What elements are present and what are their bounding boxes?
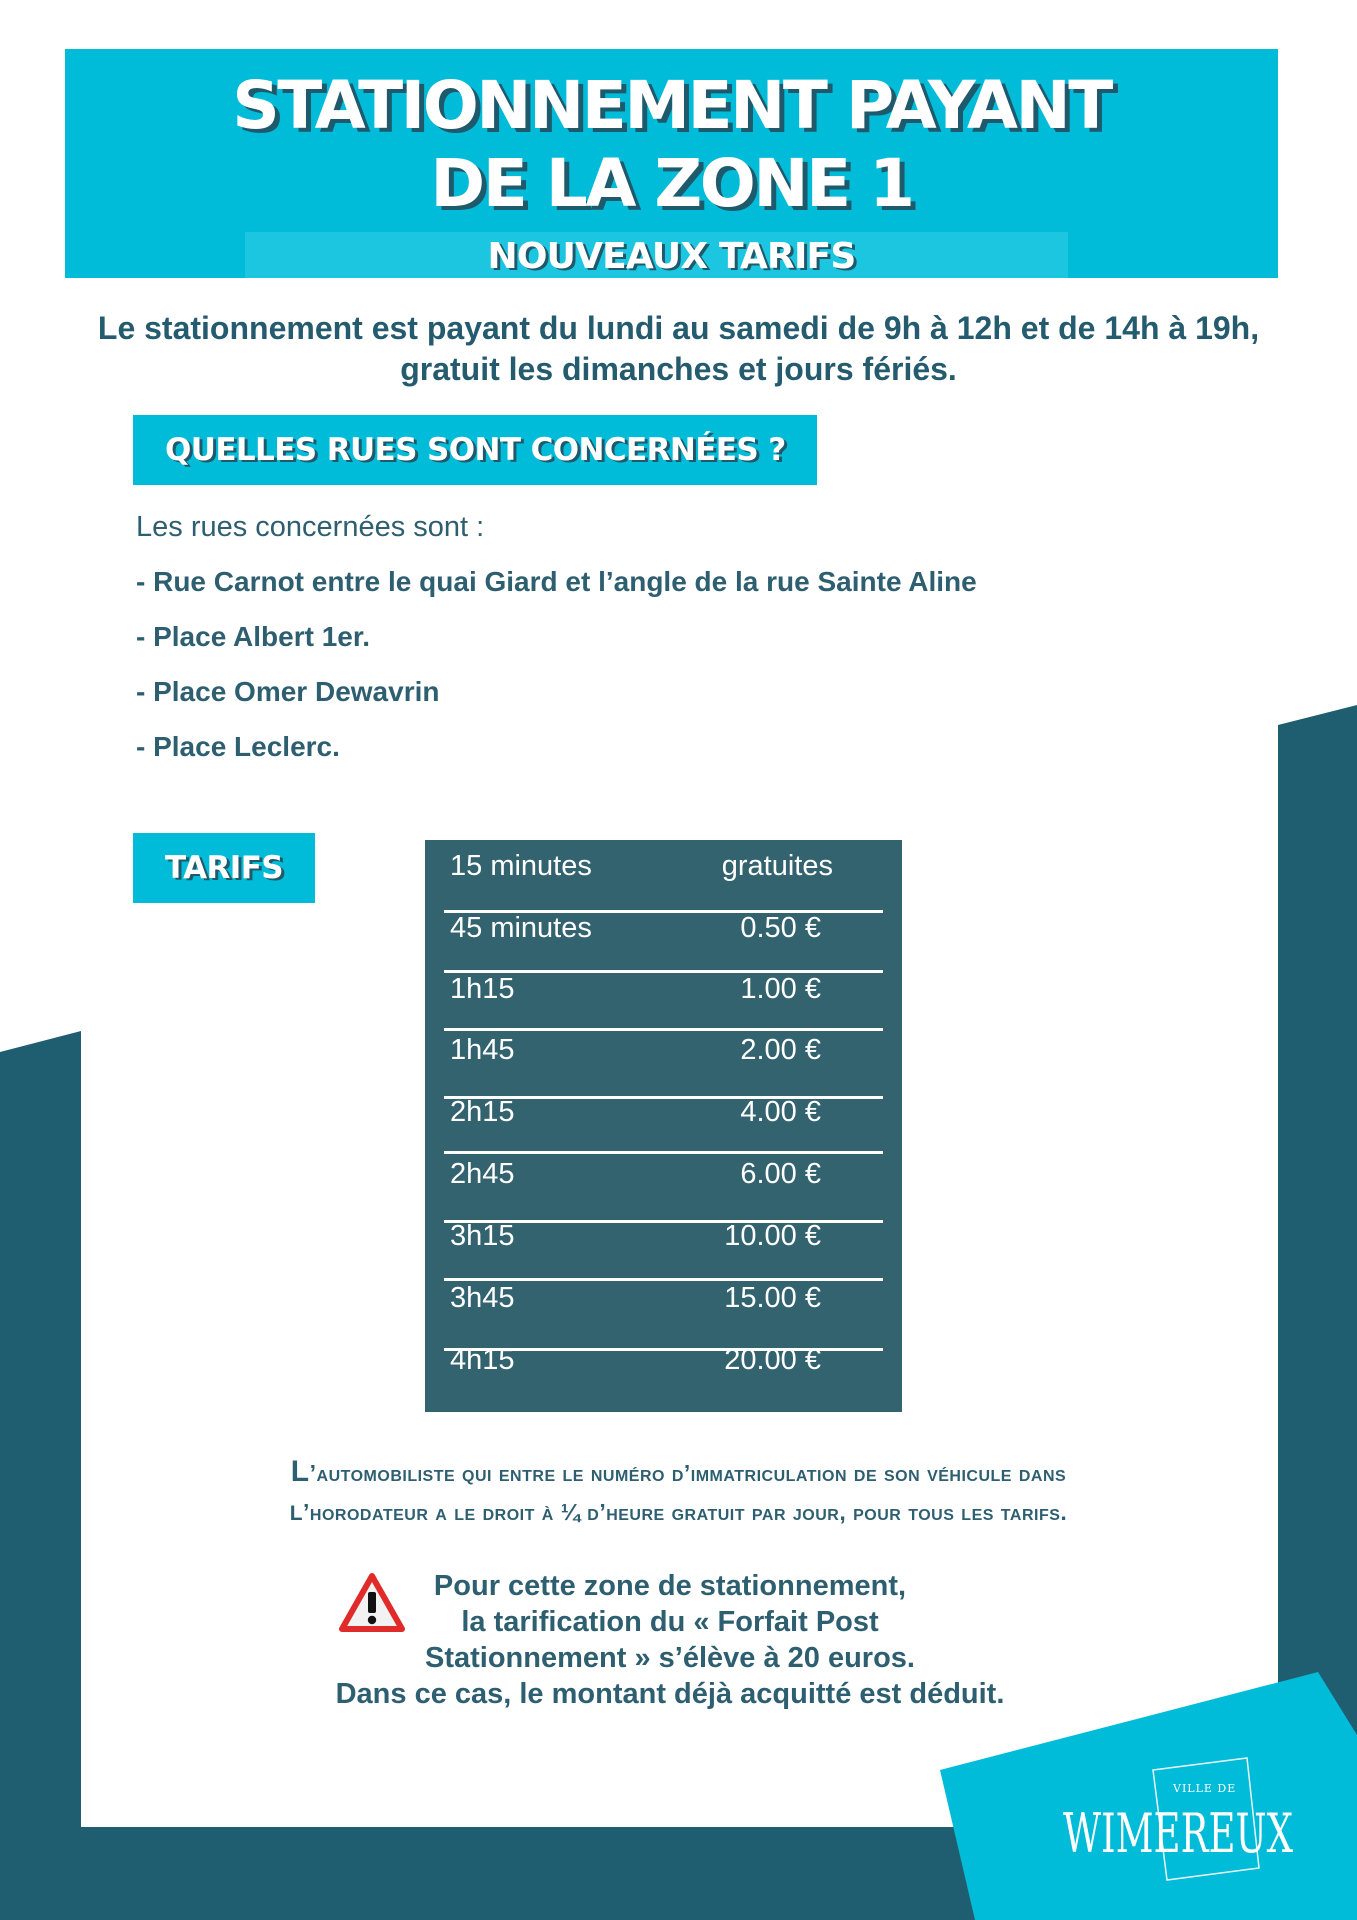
price-cell: 15.00 € [724, 1282, 821, 1314]
tarifs-table [425, 840, 902, 1412]
schedule-text: Le stationnement est payant du lundi au samedi de 9h à 12h et de 14h à 19h, gratuit les dimanches et jours fériés. [97, 310, 1260, 387]
left-teal-band [0, 1031, 81, 1920]
duration-cell: 2h45 [450, 1158, 515, 1190]
price-cell: gratuites [721, 850, 833, 882]
list-item: - Place Albert 1er. [136, 621, 370, 652]
table-row [444, 1148, 883, 1208]
price-cell: 20.00 € [724, 1344, 821, 1376]
table-row [444, 963, 883, 1023]
table-row [444, 840, 883, 900]
streets-list [136, 505, 1136, 780]
list-item: - Place Leclerc. [136, 731, 340, 762]
duration-cell: 1h45 [450, 1034, 515, 1066]
table-row [444, 1272, 883, 1332]
duration-cell: 1h15 [450, 973, 515, 1005]
header-banner [65, 49, 1278, 278]
logo-small-text: VILLE DE [1173, 1782, 1237, 1795]
list-item: - Rue Carnot entre le quai Giard et l’angle de la rue Sainte Aline [136, 566, 977, 597]
price-cell: 1.00 € [740, 973, 821, 1005]
tarifs-heading: TARIFS [133, 833, 315, 903]
table-row [444, 1086, 883, 1146]
price-cell: 10.00 € [724, 1220, 821, 1252]
table-row [444, 1210, 883, 1270]
duration-cell: 4h15 [450, 1344, 515, 1376]
duration-cell: 45 minutes [450, 912, 592, 944]
streets-heading: QUELLES RUES SONT CONCERNÉES ? [133, 415, 817, 485]
duration-cell: 15 minutes [450, 850, 592, 882]
page-title: STATIONNEMENT PAYANT DE LA ZONE 1 [232, 67, 1111, 222]
duration-cell: 2h15 [450, 1096, 515, 1128]
price-cell: 2.00 € [740, 1034, 821, 1066]
price-cell: 6.00 € [740, 1158, 821, 1190]
duration-cell: 3h45 [450, 1282, 515, 1314]
price-cell: 0.50 € [740, 912, 821, 944]
table-row [444, 902, 883, 962]
logo-name: WIMEREUX [1063, 1802, 1294, 1865]
subtitle: NOUVEAUX TARIFS [487, 236, 856, 277]
list-item: - Place Omer Dewavrin [136, 676, 440, 707]
free-quarter-note: L’automobiliste qui entre le numéro d’immatriculation de son véhicule dans l’horodateur a le droit à ¼ d’heure gratuit par jour, pour tous les tarifs. [289, 1455, 1068, 1527]
table-row [444, 1334, 883, 1394]
duration-cell: 3h15 [450, 1220, 515, 1252]
table-row [444, 1024, 883, 1084]
wimereux-logo [1045, 1742, 1315, 1892]
streets-intro: Les rues concernées sont : [136, 511, 485, 543]
forfait-post-stationnement-notice: Pour cette zone de stationnement, la tarification du « Forfait Post Stationnement » s’élève à 20 euros. Dans ce cas, le montant déjà acquitté est déduit. [335, 1570, 1005, 1710]
price-cell: 4.00 € [740, 1096, 821, 1128]
